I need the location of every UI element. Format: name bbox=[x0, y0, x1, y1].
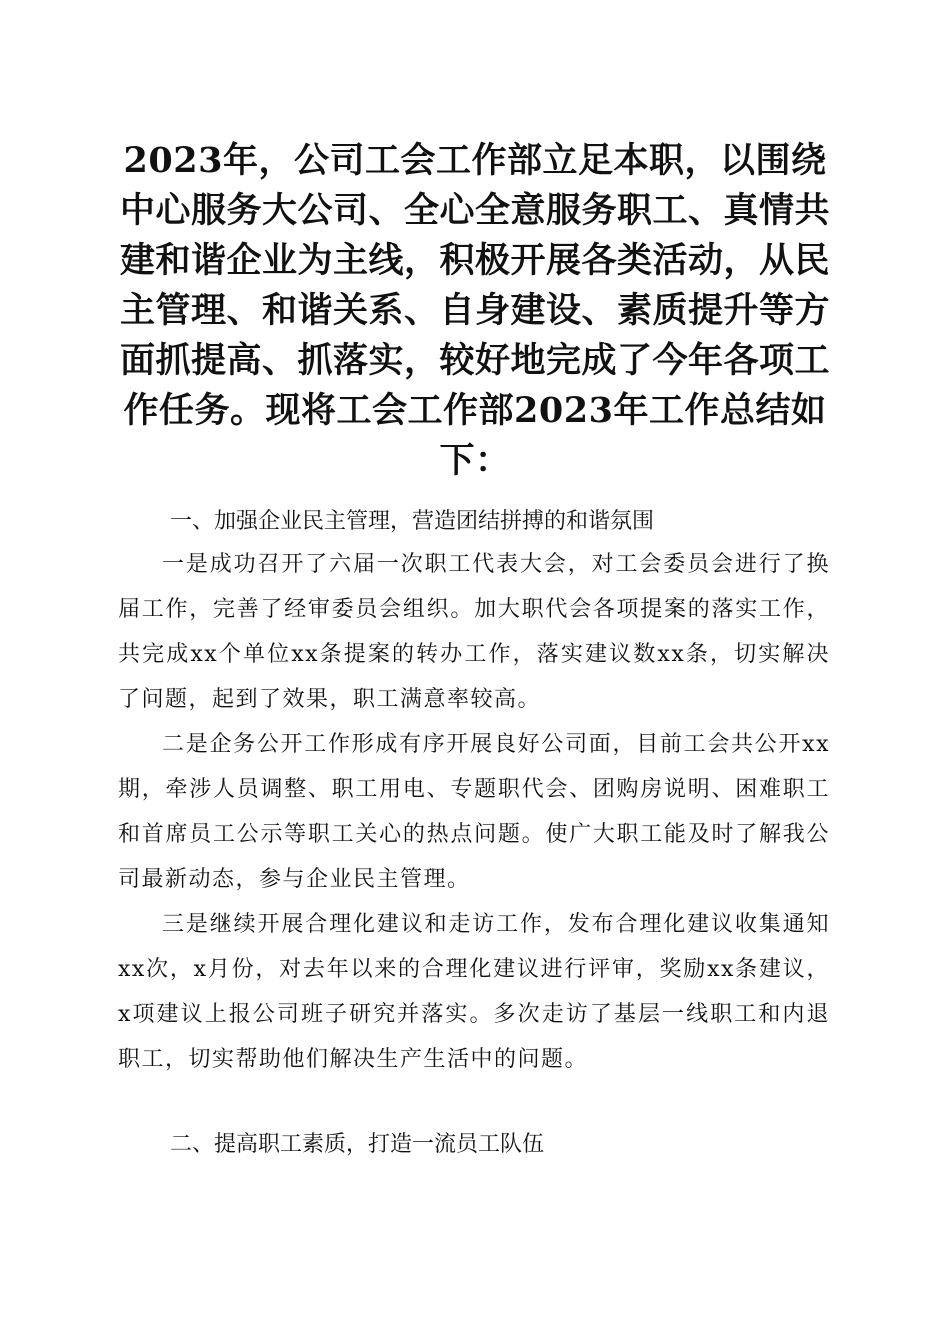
paragraph-3: 三是继续开展合理化建议和走访工作，发布合理化建议收集通知xx次，x月份，对去年以来的合理化建议进行评审，奖励xx条建议，x项建议上报公司班子研究并落实。多次走访了基层一线职工和内退职工，切实帮助他们解决生产生活中的问题。 bbox=[118, 912, 830, 1072]
document-title: 2023年，公司工会工作部立足本职，以围绕中心服务大公司、全心全意服务职工、真情共建和谐企业为主线，积极开展各类活动，从民主管理、和谐关系、自身建设、素质提升等方面抓提高、抓落实，较好地完成了今年各项工作任务。现将工会工作部2023年工作总结如下： bbox=[119, 140, 830, 481]
paragraph-1: 一是成功召开了六届一次职工代表大会，对工会委员会进行了换届工作，完善了经审委员会组织。加大职代会各项提案的落实工作，共完成xx个单位xx条提案的转办工作，落实建议数xx条，切实解决了问题，起到了效果，职工满意率较高。 bbox=[118, 552, 830, 712]
section-heading-1: 一、加强企业民主管理，营造团结拼搏的和谐氛围 bbox=[170, 509, 655, 534]
section-1-body bbox=[118, 542, 830, 1082]
section-heading-2: 二、提高职工素质，打造一流员工队伍 bbox=[170, 1132, 545, 1157]
paragraph-2: 二是企务公开工作形成有序开展良好公司面，目前工会共公开xx期，牵涉人员调整、职工用电、专题职代会、团购房说明、困难职工和首席员工公示等职工关心的热点问题。使广大职工能及时了解我公司最新动态，参与企业民主管理。 bbox=[118, 732, 830, 892]
